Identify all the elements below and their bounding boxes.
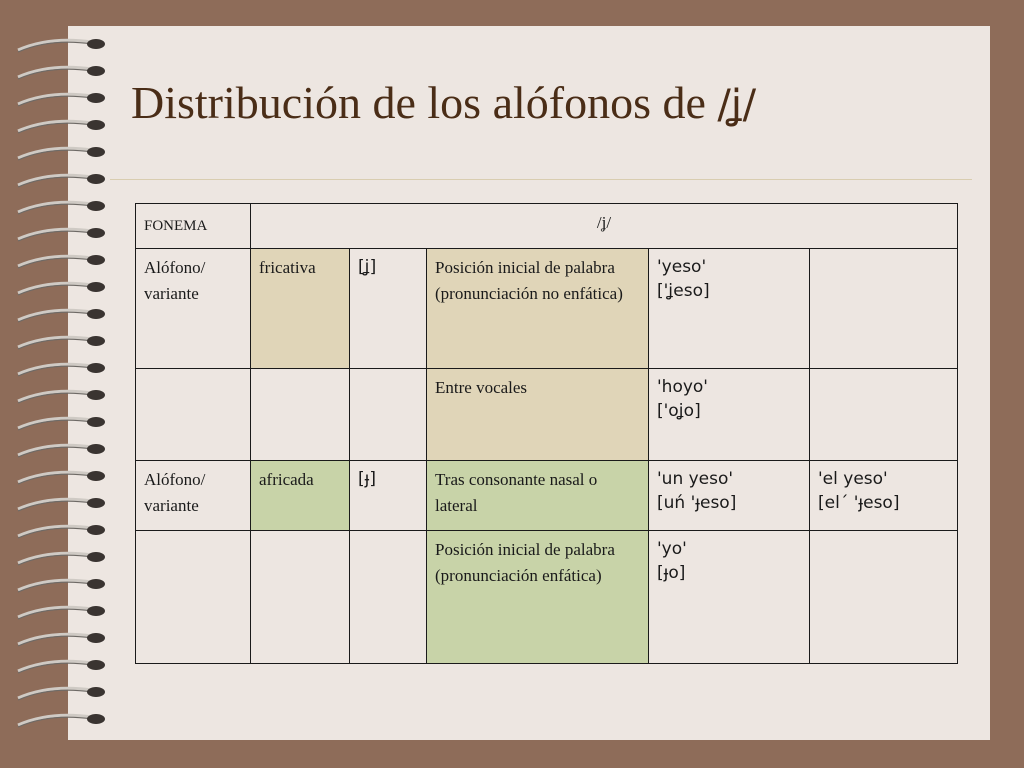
- spiral-wire: [18, 391, 92, 401]
- example-cell-2: [810, 461, 958, 531]
- row-label: Alófono/ variante: [136, 249, 251, 369]
- example-ipa-2: [el´ 'ɟeso]: [818, 493, 900, 513]
- spiral-wire: [18, 67, 92, 77]
- header-phoneme: /ʝ/: [251, 204, 958, 249]
- header-fonema: FONEMA: [136, 204, 251, 249]
- spiral-hole: [87, 282, 105, 292]
- spiral-wire: [18, 715, 92, 725]
- spiral-hole: [87, 309, 105, 319]
- spiral-wire: [18, 337, 92, 347]
- allophone-symbol: [ʝ]: [350, 249, 427, 369]
- spiral-hole: [87, 471, 105, 481]
- example-word-2: 'el yeso': [818, 469, 888, 489]
- spiral-wire: [18, 418, 92, 428]
- example-cell: [649, 461, 810, 531]
- context-description: Entre vocales: [427, 369, 649, 461]
- context-description: Posición inicial de palabra (pronunciación no enfática): [427, 249, 649, 369]
- example-word: 'yeso': [657, 257, 707, 277]
- allophone-symbol: [350, 531, 427, 664]
- example-ipa: [ɟo]: [657, 563, 686, 583]
- allophone-symbol: [350, 369, 427, 461]
- spiral-hole: [87, 363, 105, 373]
- row-label: [136, 531, 251, 664]
- title-divider: [110, 179, 972, 180]
- table-header-row: [136, 204, 958, 249]
- spiral-wire: [18, 148, 92, 158]
- spiral-wire: [18, 256, 92, 266]
- allophone-type: [251, 369, 350, 461]
- example-cell: [649, 531, 810, 664]
- spiral-hole: [87, 201, 105, 211]
- spiral-hole: [87, 633, 105, 643]
- row-label: [136, 369, 251, 461]
- spiral-wire: [18, 688, 92, 698]
- row-label: Alófono/ variante: [136, 461, 251, 531]
- title-text: Distribución de los alófonos de: [131, 77, 706, 128]
- spiral-wire: [18, 445, 92, 455]
- spiral-wire: [18, 472, 92, 482]
- spiral-hole: [87, 66, 105, 76]
- spiral-hole: [87, 174, 105, 184]
- table-row: [136, 531, 958, 664]
- spiral-wire: [18, 580, 92, 590]
- spiral-hole: [87, 714, 105, 724]
- allophone-table: [135, 203, 958, 664]
- spiral-hole: [87, 579, 105, 589]
- spiral-hole: [87, 606, 105, 616]
- example-cell: [649, 369, 810, 461]
- spiral-hole: [87, 39, 105, 49]
- context-description: Posición inicial de palabra (pronunciación enfática): [427, 531, 649, 664]
- allophone-type: fricativa: [251, 249, 350, 369]
- spiral-wire: [18, 364, 92, 374]
- spiral-wire: [18, 526, 92, 536]
- spiral-wire: [18, 661, 92, 671]
- allophone-type: africada: [251, 461, 350, 531]
- spiral-hole: [87, 552, 105, 562]
- spiral-hole: [87, 444, 105, 454]
- context-description: Tras consonante nasal o lateral: [427, 461, 649, 531]
- allophone-type: [251, 531, 350, 664]
- example-cell-2: [810, 369, 958, 461]
- example-word: 'yo': [657, 539, 687, 559]
- spiral-hole: [87, 147, 105, 157]
- example-word: 'un yeso': [657, 469, 734, 489]
- example-cell: [649, 249, 810, 369]
- spiral-hole: [87, 390, 105, 400]
- spiral-hole: [87, 498, 105, 508]
- spiral-hole: [87, 660, 105, 670]
- example-ipa: ['ʝeso]: [657, 281, 710, 301]
- spiral-wire: [18, 40, 92, 50]
- spiral-wire: [18, 607, 92, 617]
- spiral-wire: [18, 634, 92, 644]
- spiral-wire: [18, 283, 92, 293]
- spiral-wire: [18, 229, 92, 239]
- table-row: [136, 461, 958, 531]
- spiral-wire: [18, 175, 92, 185]
- spiral-hole: [87, 120, 105, 130]
- allophone-symbol: [ɟ]: [350, 461, 427, 531]
- example-ipa: ['oʝo]: [657, 401, 701, 421]
- example-cell-2: [810, 531, 958, 664]
- spiral-hole: [87, 255, 105, 265]
- spiral-wire: [18, 310, 92, 320]
- slide-title: [131, 76, 756, 129]
- spiral-hole: [87, 228, 105, 238]
- spiral-wire: [18, 553, 92, 563]
- spiral-hole: [87, 93, 105, 103]
- example-cell-2: [810, 249, 958, 369]
- table-row: [136, 369, 958, 461]
- table-row: [136, 249, 958, 369]
- spiral-hole: [87, 687, 105, 697]
- title-phoneme: /ʝ/: [717, 82, 757, 128]
- spiral-hole: [87, 336, 105, 346]
- spiral-wire: [18, 94, 92, 104]
- spiral-binding: [0, 26, 120, 740]
- spiral-wire: [18, 121, 92, 131]
- spiral-hole: [87, 417, 105, 427]
- spiral-wire: [18, 499, 92, 509]
- example-ipa: [uń 'ɟeso]: [657, 493, 737, 513]
- example-word: 'hoyo': [657, 377, 708, 397]
- spiral-wire: [18, 202, 92, 212]
- spiral-hole: [87, 525, 105, 535]
